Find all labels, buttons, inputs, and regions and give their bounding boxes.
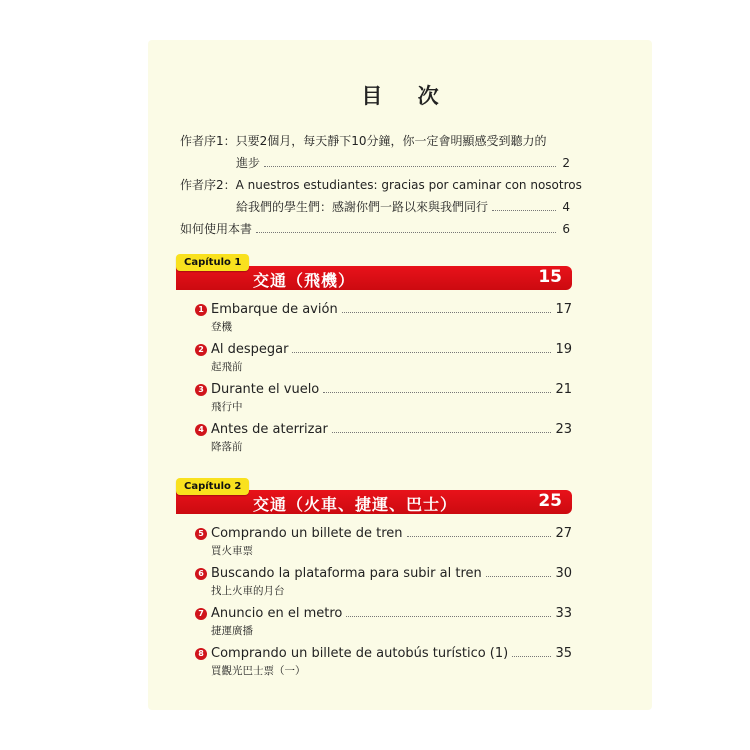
- entry-page: 30: [555, 566, 572, 581]
- chapter-2-page: 25: [538, 491, 562, 511]
- toc-entry: [195, 606, 572, 638]
- preface-2-title: 作者序2：A nuestros estudiantes: gracias por caminar con nosotros: [180, 178, 582, 192]
- entry-title: Buscando la plataforma para subir al tren: [211, 566, 482, 581]
- chapter-1-title: 交通（飛機）: [253, 271, 356, 290]
- dot-leader: [512, 655, 551, 657]
- toc-entry: [195, 646, 572, 678]
- page-title: 目 次: [361, 84, 453, 108]
- preface-1-page: 2: [562, 156, 570, 170]
- number-badge-icon: 8: [195, 648, 207, 660]
- number-badge-icon: 7: [195, 608, 207, 620]
- chapter-2-title: 交通（火車、捷運、巴士）: [253, 495, 458, 514]
- entry-subtitle: 買火車票: [211, 545, 253, 557]
- chapter-1-label: Capítulo 1: [176, 254, 249, 271]
- number-badge-icon: 1: [195, 304, 207, 316]
- number-badge-icon: 3: [195, 384, 207, 396]
- entry-page: 23: [555, 422, 572, 437]
- preface-2-line1: [180, 178, 582, 192]
- number-badge-icon: 4: [195, 424, 207, 436]
- entry-title: Durante el vuelo: [211, 382, 320, 397]
- entry-page: 27: [555, 526, 572, 541]
- entry-page: 33: [555, 606, 572, 621]
- entry-title: Anuncio en el metro: [211, 606, 343, 621]
- entry-subtitle: 起飛前: [211, 361, 243, 373]
- entry-subtitle: 登機: [211, 321, 232, 333]
- preface-1-line2: [236, 156, 570, 170]
- entry-title: Al despegar: [211, 342, 289, 357]
- dot-leader: [264, 165, 556, 167]
- entry-subtitle: 買觀光巴士票（一）: [211, 665, 306, 677]
- toc-entry: [195, 422, 572, 454]
- entry-title: Comprando un billete de autobús turístico (1): [211, 646, 509, 661]
- number-badge-icon: 5: [195, 528, 207, 540]
- preface-1-title-cont: 進步: [236, 156, 261, 170]
- entry-page: 19: [555, 342, 572, 357]
- entry-title: Embarque de avión: [211, 302, 338, 317]
- dot-leader: [332, 431, 552, 433]
- chapter-1-page: 15: [538, 267, 562, 287]
- toc-entry: [195, 526, 572, 558]
- preface-1-line1: [180, 134, 570, 148]
- toc-entry: [195, 382, 572, 414]
- toc-entry: [195, 566, 572, 598]
- how-to-use-page: 6: [562, 222, 570, 236]
- entry-title: Comprando un billete de tren: [211, 526, 403, 541]
- number-badge-icon: 2: [195, 344, 207, 356]
- preface-2-title-cont: 給我們的學生們：感謝你們一路以來與我們同行: [236, 200, 489, 214]
- dot-leader: [486, 575, 552, 577]
- dot-leader: [256, 231, 556, 233]
- dot-leader: [292, 351, 551, 353]
- toc-page: [148, 40, 652, 710]
- toc-entry: [195, 342, 572, 374]
- dot-leader: [342, 311, 552, 313]
- toc-entry: [195, 302, 572, 334]
- preface-2-page: 4: [562, 200, 570, 214]
- entry-page: 17: [555, 302, 572, 317]
- entry-page: 35: [555, 646, 572, 661]
- how-to-use-title: 如何使用本書: [180, 222, 253, 236]
- entry-subtitle: 找上火車的月台: [211, 585, 285, 597]
- number-badge-icon: 6: [195, 568, 207, 580]
- entry-subtitle: 飛行中: [211, 401, 243, 413]
- entry-title: Antes de aterrizar: [211, 422, 328, 437]
- dot-leader: [346, 615, 551, 617]
- preface-1-title: 作者序1：只要2個月，每天靜下10分鐘，你一定會明顯感受到聽力的: [180, 134, 547, 148]
- preface-2-line2: [236, 200, 570, 214]
- dot-leader: [323, 391, 551, 393]
- entry-subtitle: 捷運廣播: [211, 625, 253, 637]
- how-to-use-entry: [180, 222, 570, 236]
- entry-subtitle: 降落前: [211, 441, 243, 453]
- dot-leader: [492, 209, 556, 211]
- chapter-2-label: Capítulo 2: [176, 478, 249, 495]
- entry-page: 21: [555, 382, 572, 397]
- dot-leader: [407, 535, 552, 537]
